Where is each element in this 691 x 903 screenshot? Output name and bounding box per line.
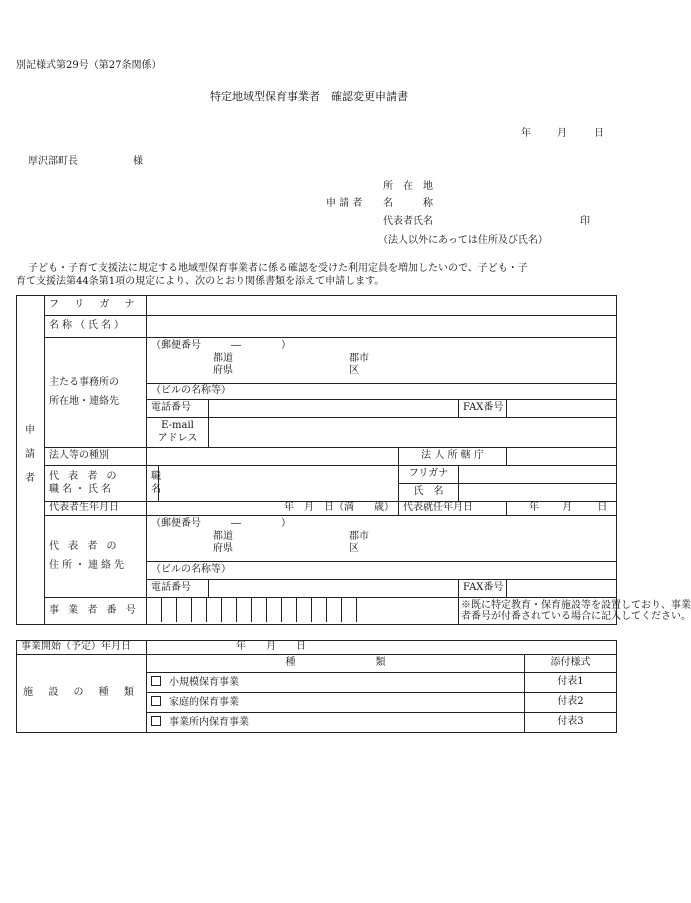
facility-type-label: 施 設 の 種 類	[17, 655, 147, 733]
rep-address-field[interactable]: （郵便番号 ― ） 都道 郡市 府県 区	[147, 516, 617, 562]
name-field[interactable]	[147, 316, 617, 338]
rep-title-label: 代 表 者 の 職名・氏名	[45, 466, 147, 502]
checkbox[interactable]	[151, 676, 161, 686]
office-tel-field[interactable]	[209, 400, 459, 418]
office-fax-label: FAX番号	[459, 400, 507, 418]
date-month: 月	[557, 128, 567, 139]
facility-option-workplace[interactable]: 事業所内保育事業	[147, 713, 525, 733]
rep-tel-label: 電話番号	[147, 580, 209, 598]
office-fax-field[interactable]	[507, 400, 617, 418]
facility-table	[16, 640, 617, 733]
rep-building-field[interactable]: （ビルの名称等）	[147, 562, 617, 580]
name-label: 名 称	[383, 198, 433, 209]
address-label: 所 在 地	[383, 181, 433, 192]
rep-start-field[interactable]: 年 月 日	[507, 502, 617, 516]
kind-header: 種 類	[147, 655, 525, 673]
rep-birth-field[interactable]: 年 月 日（満 歳）	[147, 502, 399, 516]
rep-tel-field[interactable]	[209, 580, 459, 598]
start-date-label: 事業開始（予定）年月日	[17, 641, 147, 655]
form-number: 別記様式第29号（第27条関係）	[16, 60, 162, 71]
rep-name-field[interactable]	[459, 484, 617, 502]
rep-address-label: 代 表 者 の 住所・連絡先	[45, 516, 147, 598]
addressee: 厚沢部町長	[28, 156, 78, 167]
checkbox[interactable]	[151, 716, 161, 726]
representative-label: 代表者氏名	[383, 216, 433, 227]
applicant-label: 申 請 者	[326, 198, 363, 209]
attach-3: 付表3	[525, 713, 617, 733]
attach-header: 添付様式	[525, 655, 617, 673]
authority-label: 法 人 所 轄 庁	[399, 448, 507, 466]
office-building-field[interactable]: （ビルの名称等）	[147, 384, 617, 400]
corp-type-label: 法人等の種別	[45, 448, 147, 466]
job-title-field[interactable]	[159, 466, 399, 502]
intro-text-line1: 子ども・子育て支援法に規定する地域型保育事業者に係る確認を受けた利用定員を増加したいので、子ども・子	[28, 263, 528, 274]
operator-number-note: ※既に特定教育・保育施設等を設置しており、事業 者番号が付番されている場合に記入してください。	[459, 598, 617, 625]
facility-option-small[interactable]: 小規模保育事業	[147, 673, 525, 693]
office-email-field[interactable]	[209, 418, 617, 448]
corp-type-field[interactable]	[147, 448, 399, 466]
rep-start-label: 代表就任年月日	[399, 502, 507, 516]
operator-number-label: 事 業 者 番 号	[45, 598, 147, 625]
rep-fax-label: FAX番号	[459, 580, 507, 598]
applicant-vertical-label: 申請者	[17, 296, 45, 625]
operator-number-boxes[interactable]	[147, 598, 459, 625]
name-label-cell: 名称（氏名）	[45, 316, 147, 338]
applicant-note: （法人以外にあっては住所及び氏名）	[378, 235, 548, 246]
authority-field[interactable]	[507, 448, 617, 466]
rep-fax-field[interactable]	[507, 580, 617, 598]
rep-name-label: 氏 名	[399, 484, 459, 502]
furigana-label: フ リ ガ ナ	[45, 296, 147, 316]
rep-furigana-label: フリガナ	[399, 466, 459, 484]
office-tel-label: 電話番号	[147, 400, 209, 418]
job-title-label: 職 名	[147, 466, 159, 502]
date-day: 日	[594, 128, 604, 139]
form-title: 特定地域型保育事業者 確認変更申請書	[210, 90, 408, 103]
application-table	[16, 295, 691, 625]
office-address-field[interactable]: （郵便番号 ― ） 都道 郡市 府県 区	[147, 338, 617, 384]
rep-birth-label: 代表者生年月日	[45, 502, 147, 516]
honorific: 様	[133, 156, 143, 167]
attach-1: 付表1	[525, 673, 617, 693]
intro-text-line2: 育て支援法第44条第1項の規定により、次のとおり関係書類を添えて申請します。	[16, 276, 385, 287]
furigana-field[interactable]	[147, 296, 617, 316]
checkbox[interactable]	[151, 696, 161, 706]
facility-option-home[interactable]: 家庭的保育事業	[147, 693, 525, 713]
start-date-field[interactable]: 年 月 日	[147, 641, 617, 655]
office-label: 主たる事務所の 所在地・連絡先	[45, 338, 147, 448]
attach-2: 付表2	[525, 693, 617, 713]
seal-mark: 印	[580, 216, 590, 227]
office-email-label: E-mail アドレス	[147, 418, 209, 448]
rep-furigana-field[interactable]	[459, 466, 617, 484]
date-year: 年	[521, 128, 531, 139]
